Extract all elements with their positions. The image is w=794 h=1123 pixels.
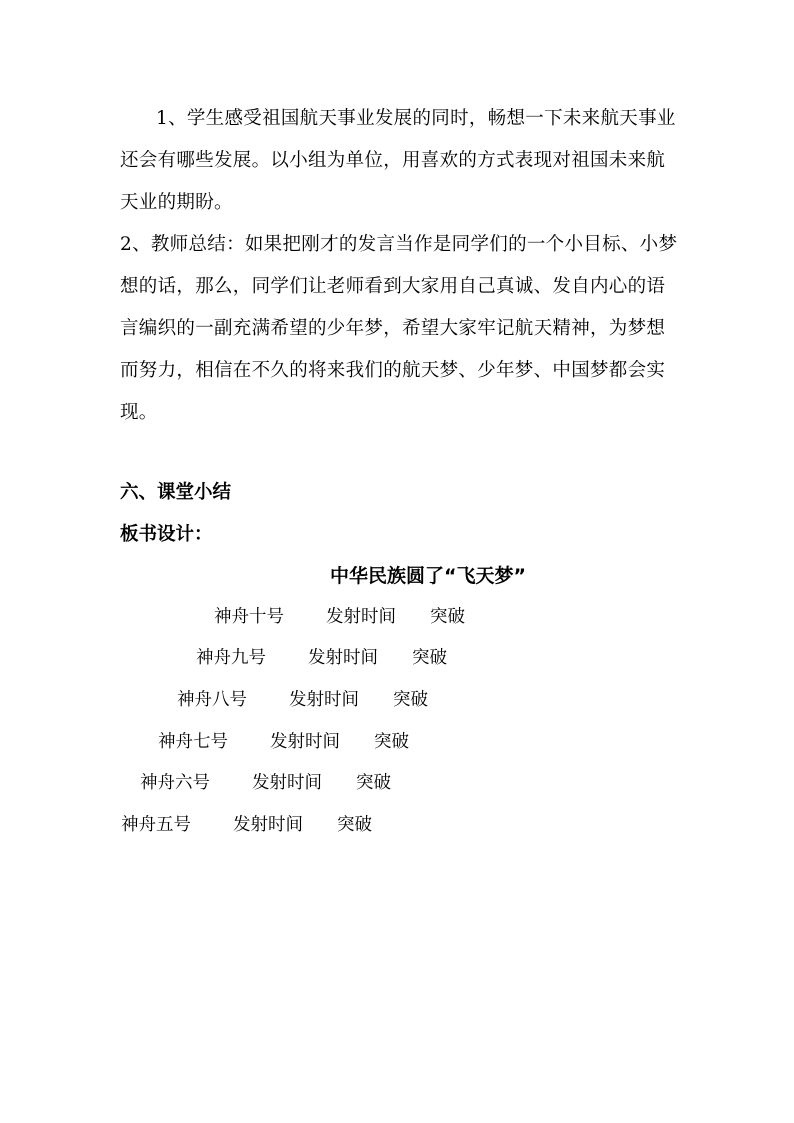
board-row [214,605,465,629]
launch-time-label: 发射时间 [308,648,378,668]
board-row [196,646,447,670]
spacecraft-name: 神舟九号 [196,648,266,668]
breakthrough-label: 突破 [393,690,428,710]
launch-time-label: 发射时间 [233,815,303,835]
breakthrough-label: 突破 [430,607,465,627]
breakthrough-label: 突破 [374,732,409,752]
spacecraft-name: 神舟十号 [214,607,284,627]
launch-time-label: 发射时间 [289,690,359,710]
section-heading-board-design: 板书设计： [120,524,213,545]
breakthrough-label: 突破 [412,648,447,668]
board-row [177,688,428,712]
breakthrough-label: 突破 [337,815,372,835]
spacecraft-name: 神舟八号 [177,690,247,710]
section-heading-class-summary: 六、课堂小结 [120,482,232,503]
spacecraft-name: 神舟六号 [140,773,210,793]
board-row [121,813,372,837]
board-row [158,730,409,754]
spacecraft-name: 神舟七号 [158,732,228,752]
paragraph-student-activity: 1、学生感受祖国航天事业发展的同时，畅想一下未来航天事业还会有哪些发展。以小组为单位，用喜欢的方式表现对祖国未来航天业的期盼。 [120,108,676,213]
paragraph-teacher-summary: 2、教师总结：如果把刚才的发言当作是同学们的一个小目标、小梦想的话，那么，同学们让老师看到大家用自己真诚、发自内心的语言编织的一副充满希望的少年梦，希望大家牢记航天精神，为梦想而努力，相信在不久的将来我们的航天梦、少年梦、中国梦都会实现。 [120,234,678,423]
launch-time-label: 发射时间 [252,773,322,793]
board-title: 中华民族圆了“飞天梦” [330,565,526,587]
board-row [140,771,391,795]
spacecraft-name: 神舟五号 [121,815,191,835]
launch-time-label: 发射时间 [326,607,396,627]
breakthrough-label: 突破 [356,773,391,793]
launch-time-label: 发射时间 [270,732,340,752]
